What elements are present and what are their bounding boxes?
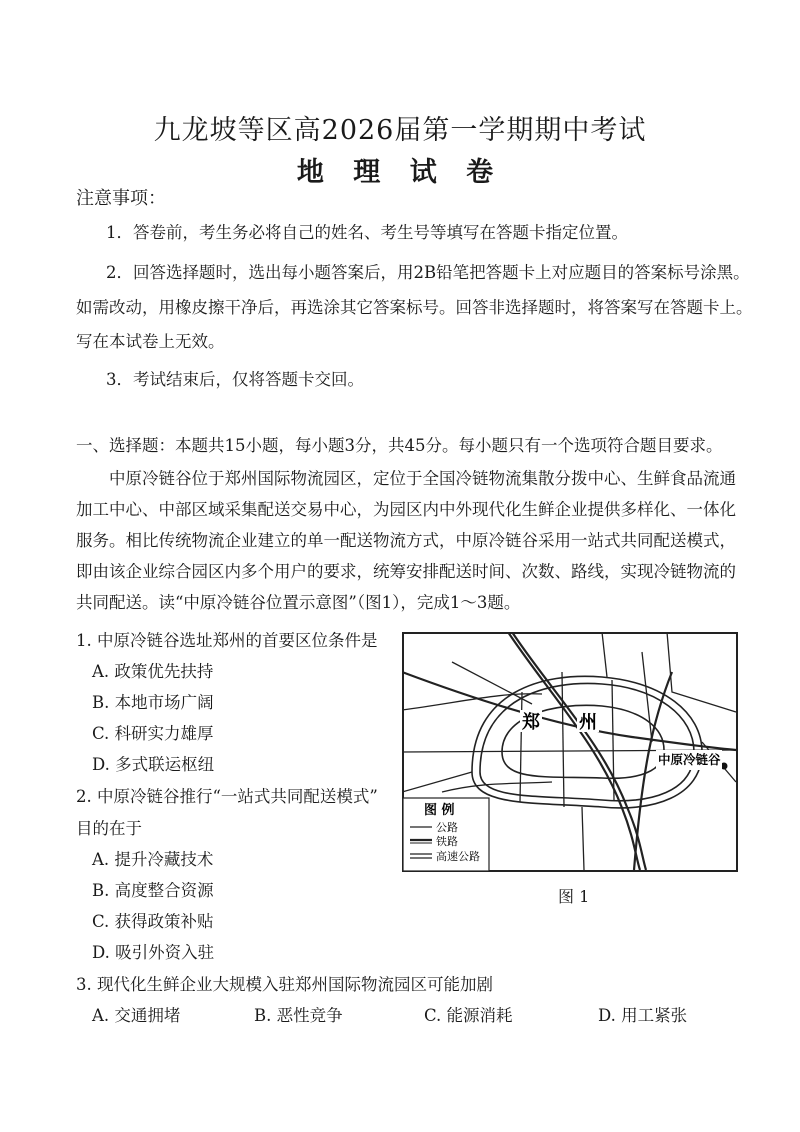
question-1-option-b: B. 本地市场广阔 [92,693,214,712]
exam-title: 九龙坡等区高2026届第一学期期中考试 [153,115,647,146]
notice-item-2-line-1: 2．回答选择题时，选出每小题答案后，用2B铅笔把答题卡上对应题目的答案标号涂黑。 [106,263,750,282]
notice-item-3: 3．考试结束后，仅将答题卡交回。 [106,370,364,389]
legend-title: 图 例 [424,803,455,818]
legend-highway-label: 高速公路 [436,850,480,863]
subject-title: 地 理 试 卷 [296,157,504,188]
question-2-stem-line-1: 2. 中原冷链谷推行“一站式共同配送模式” [76,787,378,806]
legend-road-label: 公路 [436,821,458,834]
question-1-option-c: C. 科研实力雄厚 [92,724,214,743]
location-map [402,632,738,872]
notice-heading: 注意事项： [76,188,166,209]
question-2-option-a: A. 提升冷藏技术 [92,850,214,869]
notice-item-2-line-3: 写在本试卷上无效。 [76,332,225,351]
city-label-2: 州 [579,712,597,733]
material-paragraph [76,463,736,618]
question-2-option-c: C. 获得政策补贴 [92,912,214,931]
question-3-option-c: C. 能源消耗 [424,1006,513,1025]
material-text: 中原冷链谷位于郑州国际物流园区，定位于全国冷链物流集散分拨中心、生鲜食品流通加工中心、中部区域采集配送交易中心，为园区内中外现代化生鲜企业提供多样化、一体化服务。相比传统物流企业建立的单一配送物流方式，中原冷链谷采用一站式共同配送模式，即由该企业综合园区内多个用户的要求，统筹安排配送时间、次数、路线，实现冷链物流的共同配送。读“中原冷链谷位置示意图”（图1），完成1～3题。 [76,469,736,612]
question-1-option-d: D. 多式联运枢纽 [92,755,215,774]
question-3-option-d: D. 用工紧张 [598,1006,688,1025]
question-3-option-b: B. 恶性竞争 [254,1006,343,1025]
question-1-stem: 1. 中原冷链谷选址郑州的首要区位条件是 [76,631,378,650]
notice-item-2-line-2: 如需改动，用橡皮擦干净后，再选涂其它答案标号。回答非选择题时，将答案写在答题卡上。 [76,298,753,317]
notice-item-1: 1．答卷前，考生务必将自己的姓名、考生号等填写在答题卡指定位置。 [106,223,628,242]
section-heading: 一、选择题：本题共15小题，每小题3分，共45分。每小题只有一个选项符合题目要求。 [76,436,723,455]
figure-caption: 图 1 [558,887,590,906]
question-3-stem: 3. 现代化生鲜企业大规模入驻郑州国际物流园区可能加剧 [76,975,493,994]
site-label: 中原冷链谷 [658,752,721,767]
question-3-option-a: A. 交通拥堵 [92,1006,181,1025]
question-2-stem-line-2: 目的在于 [76,819,142,838]
question-2-option-d: D. 吸引外资入驻 [92,943,215,962]
question-1-option-a: A. 政策优先扶持 [92,662,214,681]
question-2-option-b: B. 高度整合资源 [92,881,214,900]
city-label-1: 郑 [522,712,540,733]
legend-rail-label: 铁路 [436,835,458,848]
